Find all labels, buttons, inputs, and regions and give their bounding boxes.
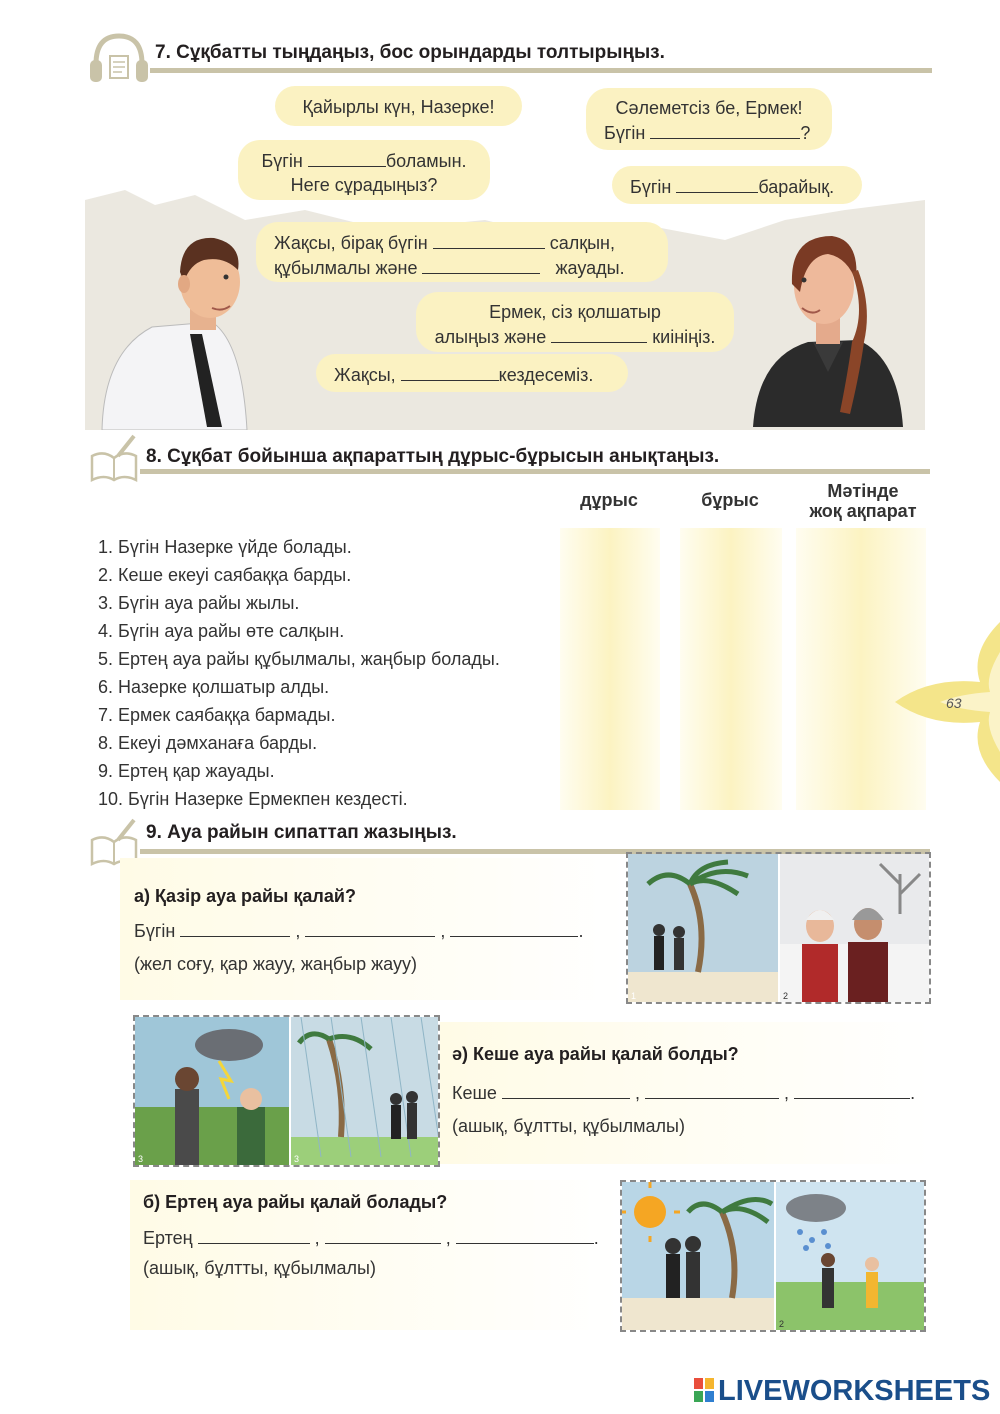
bubble-1-text: Қайырлы күн, Назерке!: [302, 97, 495, 117]
photo-number: 3: [294, 1154, 300, 1164]
windy-palm-picture: [628, 854, 778, 1002]
blank-input[interactable]: [650, 120, 800, 139]
speech-bubble-3: [238, 140, 490, 200]
comma: ,: [295, 921, 301, 941]
speech-bubble-6: [416, 292, 734, 352]
bubble-5-line2-end: жауады.: [555, 258, 625, 278]
sunny-palm-picture: [622, 1182, 774, 1330]
comma: ,: [784, 1083, 790, 1103]
answer-column-false[interactable]: [680, 528, 782, 810]
blank-input[interactable]: [308, 148, 386, 167]
task-ae-answer-line: [452, 1080, 915, 1104]
task-b-answer-line: [143, 1225, 599, 1249]
speech-bubble-2: [586, 88, 832, 150]
comma: ,: [314, 1228, 320, 1248]
statement-7: 7. Ермек саябаққа бармады.: [98, 705, 336, 725]
statement-1: 1. Бүгін Назерке үйде болады.: [98, 537, 352, 557]
blank-input[interactable]: [676, 174, 758, 193]
woman-illustration: [748, 222, 908, 427]
answer-blank[interactable]: [456, 1225, 594, 1244]
answer-blank[interactable]: [305, 918, 435, 937]
bubble-2-text: Бүгін: [604, 123, 646, 143]
bubble-4-text: Бүгін: [630, 177, 672, 197]
comma: ,: [445, 1228, 451, 1248]
speech-bubble-7: [316, 354, 628, 392]
bubble-5-end: салқын,: [549, 233, 615, 253]
bubble-6-line1: Ермек, сіз қолшатыр: [489, 302, 661, 322]
photo-number: 2: [779, 1319, 785, 1329]
task-a-question: а) Қазір ауа райы қалай?: [134, 886, 356, 906]
column-header-true: дұрыс: [580, 490, 638, 510]
book-pencil-icon: [88, 432, 140, 484]
statement-9: 9. Ертең қар жауады.: [98, 761, 275, 781]
page-number-ornament: [890, 622, 1000, 782]
period: .: [578, 921, 584, 941]
answer-blank[interactable]: [645, 1080, 779, 1099]
exercise-7-title: 7. Сұқбатты тыңдаңыз, бос орындарды толтырыңыз.: [155, 42, 665, 63]
exercise-7-rule: [150, 68, 932, 73]
blank-input[interactable]: [401, 362, 499, 381]
statement-4: 4. Бүгін ауа райы өте салқын.: [98, 621, 345, 641]
answer-blank[interactable]: [198, 1225, 310, 1244]
column-header-not-in-text-line2: жоқ ақпарат: [809, 501, 917, 521]
column-header-not-in-text: [796, 481, 930, 521]
task-a-answer-line: [134, 918, 583, 942]
statement-8: 8. Екеуі дәмханаға барды.: [98, 733, 318, 753]
liveworksheets-logo-icon: [694, 1378, 714, 1402]
speech-bubble-1: [275, 86, 522, 126]
speech-bubble-4: [612, 166, 862, 204]
bubble-6-end: киініңіз.: [652, 327, 716, 347]
comma: ,: [440, 921, 446, 941]
exercise-8-title: 8. Сұқбат бойынша ақпараттың дұрыс-бұрысын анықтаңыз.: [146, 446, 720, 467]
answer-blank[interactable]: [180, 918, 290, 937]
statement-2: 2. Кеше екеуі саябаққа барды.: [98, 565, 352, 585]
task-ae-photos: [133, 1015, 440, 1167]
task-ae-word: Кеше: [452, 1083, 497, 1103]
rain-cloud-park-picture: [776, 1182, 926, 1330]
bubble-2-line1: Сәлеметсіз бе, Ермек!: [615, 98, 803, 118]
answer-blank[interactable]: [450, 918, 578, 937]
blank-input[interactable]: [551, 324, 647, 343]
speech-bubble-5: [256, 222, 668, 282]
bubble-3-line2: Неге сұрадыңыз?: [290, 175, 438, 195]
task-b-question: б) Ертең ауа райы қалай болады?: [143, 1192, 448, 1212]
task-ae-question: ә) Кеше ауа райы қалай болды?: [452, 1044, 739, 1064]
answer-column-true[interactable]: [560, 528, 660, 810]
headphones-icon: [88, 30, 150, 86]
statement-5: 5. Ертең ауа райы құбылмалы, жаңбыр болады.: [98, 649, 500, 669]
bubble-7-text: Жақсы,: [334, 365, 396, 385]
bubble-5-text: Жақсы, бірақ бүгін: [274, 233, 428, 253]
man-illustration: [92, 222, 252, 430]
statement-3: 3. Бүгін ауа райы жылы.: [98, 593, 300, 613]
blank-input[interactable]: [422, 255, 540, 274]
liveworksheets-brand: LIVEWORKSHEETS: [718, 1375, 991, 1407]
blank-input[interactable]: [433, 230, 545, 249]
period: .: [593, 1228, 599, 1248]
snowy-picture: [780, 854, 931, 1002]
storm-cloud-picture: [135, 1017, 289, 1165]
statement-10: 10. Бүгін Назерке Ермекпен кездесті.: [98, 789, 408, 809]
photo-number: 3: [138, 1154, 144, 1164]
bubble-4-end: барайық.: [758, 177, 835, 197]
task-b-photos: [620, 1180, 926, 1332]
answer-blank[interactable]: [794, 1080, 910, 1099]
statement-6: 6. Назерке қолшатыр алды.: [98, 677, 330, 697]
task-a-hint: (жел соғу, қар жауу, жаңбыр жауу): [134, 954, 417, 974]
column-header-false: бұрыс: [701, 490, 759, 510]
answer-blank[interactable]: [502, 1080, 630, 1099]
photo-number: 2: [783, 991, 789, 1001]
bubble-3-end: боламын.: [385, 151, 467, 171]
page-number: 63: [946, 695, 962, 711]
rainy-palm-picture: [291, 1017, 440, 1165]
task-a-photos: [626, 852, 931, 1004]
task-b-word: Ертең: [143, 1228, 193, 1248]
bubble-7-end: кездесеміз.: [498, 365, 594, 385]
photo-number: 1: [631, 991, 637, 1001]
task-b-hint: (ашық, бұлтты, құбылмалы): [143, 1258, 376, 1278]
bubble-5-line2: құбылмалы және: [274, 258, 418, 278]
exercise-9-title: 9. Ауа райын сипаттап жазыңыз.: [146, 822, 457, 843]
bubble-3-text: Бүгін: [261, 151, 303, 171]
comma: ,: [634, 1083, 640, 1103]
column-header-not-in-text-line1: Мәтінде: [827, 481, 899, 501]
bubble-2-end: ?: [800, 123, 811, 143]
answer-blank[interactable]: [325, 1225, 441, 1244]
exercise-8-rule: [140, 469, 930, 474]
task-ae-hint: (ашық, бұлтты, құбылмалы): [452, 1116, 685, 1136]
task-a-word: Бүгін: [134, 921, 176, 941]
period: .: [910, 1083, 916, 1103]
bubble-6-text: алыңыз және: [434, 327, 547, 347]
